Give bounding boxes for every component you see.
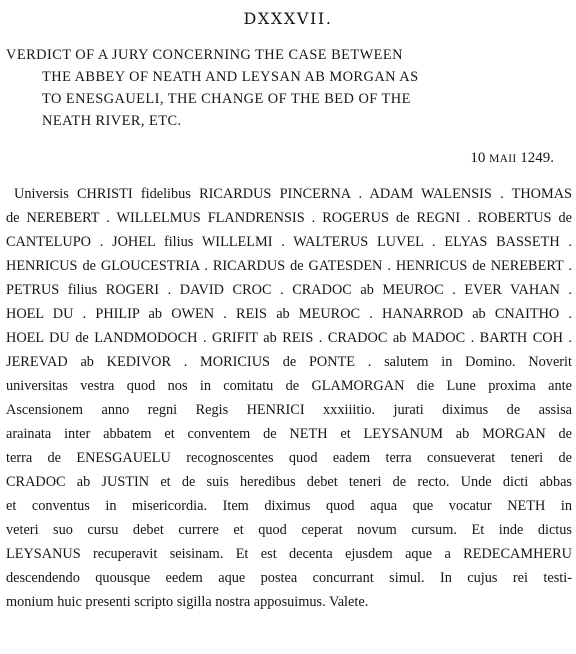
text-line: LEYSANUS recuperavit seisinam. Et est decenta ejusdem aque a REDECAMHERU [6,546,572,562]
text-line: universitas vestra quod nos in comitatu de GLAMORGAN die Lune proxima ante [6,378,572,394]
charter-text [6,182,572,614]
text-line: et conventus in misericordia. Item diximus quod aqua que vocatur NETH in [6,498,572,514]
text-line: arainata inter abbatem et conventem de NETH et LEYSANUM ab MORGAN de [6,426,572,442]
text-line: CANTELUPO . JOHEL filius WILLELMI . WALTERUS LUVEL . ELYAS BASSETH . [6,234,572,250]
text-line: terra de ENESGAUELU recognoscentes quod eadem terra consueverat teneri de [6,450,572,466]
heading-line: TO ENESGAUELI, THE CHANGE OF THE BED OF THE [42,91,411,107]
date-month: MAII [489,153,517,165]
text-line: Universis CHRISTI fidelibus RICARDUS PINCERNA . ADAM WALENSIS . THOMAS [14,186,572,202]
text-line: JEREVAD ab KEDIVOR . MORICIUS de PONTE . salutem in Domino. Noverit [6,354,572,370]
text-line: PETRUS filius ROGERI . DAVID CROC . CRADOC ab MEUROC . EVER VAHAN . [6,282,572,298]
date-day: 10 [470,150,486,166]
date-year: 1249. [520,150,554,166]
text-line: CRADOC ab JUSTIN et de suis heredibus debet teneri de recto. Unde dicti abbas [6,474,572,490]
heading-line: NEATH RIVER, ETC. [42,113,182,129]
text-line: de NEREBERT . WILLELMUS FLANDRENSIS . ROGERUS de REGNI . ROBERTUS de [6,210,572,226]
text-line: descendendo quousque eedem aque postea concurrant simul. In cujus rei testi- [6,570,572,586]
heading-line: VERDICT OF A JURY CONCERNING THE CASE BETWEEN [6,47,403,63]
text-line: HOEL DU . PHILIP ab OWEN . REIS ab MEUROC . HANARROD ab CNAITHO . [6,306,572,322]
text-line: monium huic presenti scripto sigilla nostra apposuimus. Valete. [6,594,369,610]
heading-line: THE ABBEY OF NEATH AND LEYSAN AB MORGAN AS [42,69,419,85]
document-date [470,148,554,169]
text-line: veteri suo cursu debet currere et quod ceperat novum cursum. Et inde dictus [6,522,572,538]
document-number: DXXXVII. [243,9,333,28]
text-line: HENRICUS de GLOUCESTRIA . RICARDUS de GATESDEN . HENRICUS de NEREBERT . [6,258,572,274]
text-line: HOEL DU de LANDMODOCH . GRIFIT ab REIS . CRADOC ab MADOC . BARTH COH . [6,330,572,346]
document-heading [6,44,572,132]
text-line: Ascensionem anno regni Regis HENRICI xxxiiitio. jurati diximus de assisa [6,402,572,418]
